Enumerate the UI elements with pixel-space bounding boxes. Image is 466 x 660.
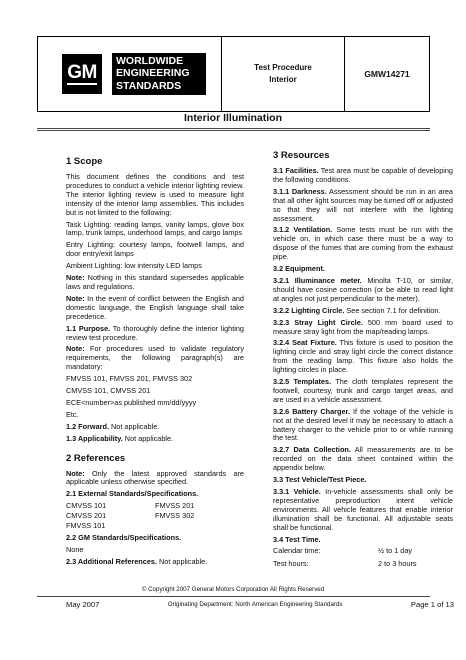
cmvss-line: CMVSS 101, CMVSS 201 bbox=[66, 386, 151, 396]
section-2-1: 2.1 External Standards/Specifications. bbox=[66, 489, 199, 499]
entry-lighting: Entry Lighting: courtesy lamps, footwell lamps, and door entry/exit lamps bbox=[66, 240, 244, 259]
left-column bbox=[66, 150, 244, 570]
section-3-3: 3.3 Test Vehicle/Test Piece. bbox=[273, 475, 367, 485]
footer-department: Originating Department: North American Engineering Standards bbox=[167, 601, 343, 608]
standards-line-2: ENGINEERING bbox=[116, 67, 190, 80]
task-lighting: Task Lighting: reading lamps, vanity lamps, glove box lamp, trunk lamps, underhood lamps, and cargo lamps bbox=[66, 219, 244, 238]
gm-standards-none: None bbox=[66, 544, 84, 554]
section-1-heading: 1 Scope bbox=[66, 156, 103, 167]
procedure-cell bbox=[222, 37, 345, 111]
note-2: Note: In the event of conflict between the English and domestic language, the English language shall take precedence. bbox=[66, 293, 244, 321]
section-3-2: 3.2 Equipment. bbox=[273, 264, 325, 274]
document-header bbox=[37, 36, 430, 112]
calendar-time-row: Calendar time: ½ to 1 day bbox=[273, 546, 413, 556]
section-3-1-1: 3.1.1 Darkness. Assessment should be run in an area that all other light sources may be turned off or adjusted so that they will not interfere with the lighting assessment. bbox=[273, 186, 453, 223]
title-rule-top bbox=[37, 128, 430, 129]
doc-number-cell bbox=[345, 37, 429, 111]
section-3-2-1: 3.2.1 Illuminance meter. Minolta T-10, or similar, should have cosine correction (or be able to read light at angles not just perpendicular to the meter). bbox=[273, 275, 453, 303]
scope-intro: This document defines the conditions and test procedures to conduct a vehicle interior lighting review. The interior lighting review is used to measure light intensity of the interior lamp assemblies. This includes but is not limited to the following: bbox=[66, 172, 244, 217]
ext-standards-row: CMVSS 201 FMVSS 302 bbox=[66, 511, 195, 521]
gm-logo-text: GM bbox=[67, 61, 97, 83]
standards-line-1: WORLDWIDE bbox=[116, 54, 184, 67]
section-3-4: 3.4 Test Time. bbox=[273, 534, 321, 544]
section-1-3: 1.3 Applicability. Not applicable. bbox=[66, 433, 174, 443]
section-2-heading: 2 References bbox=[66, 452, 126, 464]
standards-line-3: STANDARDS bbox=[116, 79, 182, 92]
doc-number: GMW14271 bbox=[364, 69, 410, 79]
copyright: © Copyright 2007 General Motors Corporation All Rights Reserved bbox=[141, 586, 325, 593]
section-1-1: 1.1 Purpose. To thoroughly define the interior lighting review test procedure. bbox=[66, 323, 244, 342]
procedure-type: Test Procedure bbox=[254, 63, 312, 72]
note-1: Note: Nothing in this standard supersedes applicable laws and regulations. bbox=[66, 273, 244, 291]
footer-page-number: Page 1 of 13 bbox=[410, 600, 454, 609]
page-footer bbox=[66, 600, 454, 609]
fmvss-line: FMVSS 101, FMVSS 201, FMVSS 302 bbox=[66, 374, 193, 384]
gm-logo bbox=[62, 54, 102, 94]
section-3-3-1: 3.3.1 Vehicle. In-vehicle assessments shall only be representative preproduction intent vehicle environments. All vehicle features that enable interior illumination shall be functional. All adjustable seats shall be functional. bbox=[273, 487, 453, 532]
right-column bbox=[273, 150, 453, 573]
note-4: Note: Only the latest approved standards are applicable unless otherwise specified. bbox=[66, 468, 244, 487]
document-title: Interior Illumination bbox=[183, 112, 282, 124]
standards-banner bbox=[112, 53, 206, 96]
section-3-2-4: 3.2.4 Seat Fixture. This fixture is used to position the lighting circle and stray light circle the correct distance from the reading lamp. This fixture also holds the lighting circles in place. bbox=[273, 338, 453, 375]
section-2-2: 2.2 GM Standards/Specifications. bbox=[66, 533, 182, 542]
procedure-category: Interior bbox=[269, 75, 297, 84]
footer-rule bbox=[37, 596, 430, 597]
ext-standards-row: CMVSS 101 FMVSS 201 bbox=[66, 501, 195, 511]
note-3: Note: For procedures used to validate regulatory requirements, the following paragraph(s) are mandatory: bbox=[66, 344, 244, 372]
logo-cell bbox=[38, 37, 222, 111]
title-rule-bottom bbox=[37, 130, 430, 131]
section-3-1-2: 3.1.2 Ventilation. Some tests must be run with the vehicle on, in which case there must be a way to dispose of the fumes that are coming from the exhaust pipe. bbox=[273, 225, 453, 262]
section-2-3: 2.3 Additional References. Not applicable. bbox=[66, 556, 208, 566]
test-hours-row: Test hours: 2 to 3 hours bbox=[273, 559, 417, 569]
footer-date: May 2007 bbox=[66, 600, 100, 609]
section-3-2-2: 3.2.2 Lighting Circle. See section 7.1 for definition. bbox=[273, 305, 441, 315]
section-3-2-7: 3.2.7 Data Collection. All measurements are to be recorded on the data sheet contained within the appendix below. bbox=[273, 445, 453, 473]
section-3-heading: 3 Resources bbox=[273, 150, 330, 161]
section-1-2: 1.2 Forward. Not applicable. bbox=[66, 421, 160, 431]
section-3-2-5: 3.2.5 Templates. The cloth templates represent the footwell, courtesy, trunk and cargo target areas, and are used in a vehicle assessment. bbox=[273, 377, 453, 404]
section-3-2-3: 3.2.3 Stray Light Circle. 500 mm board used to measure stray light from the map/reading lamps. bbox=[273, 317, 453, 336]
section-3-2-6: 3.2.6 Battery Charger. If the voltage of the vehicle is not at the desired level it may be necessary to attach a battery charger to the vehicle prior to or while running the test. bbox=[273, 406, 453, 443]
ece-line: ECE<number>as published mm/dd/yyyy bbox=[66, 397, 197, 407]
etc-line: Etc. bbox=[66, 409, 79, 419]
ambient-lighting: Ambient Lighting: low intensity LED lamps bbox=[66, 261, 202, 271]
ext-standards-row: FMVSS 101 bbox=[66, 521, 106, 531]
section-3-1: 3.1 Facilities. Test area must be capable of developing the following conditions. bbox=[273, 166, 453, 184]
